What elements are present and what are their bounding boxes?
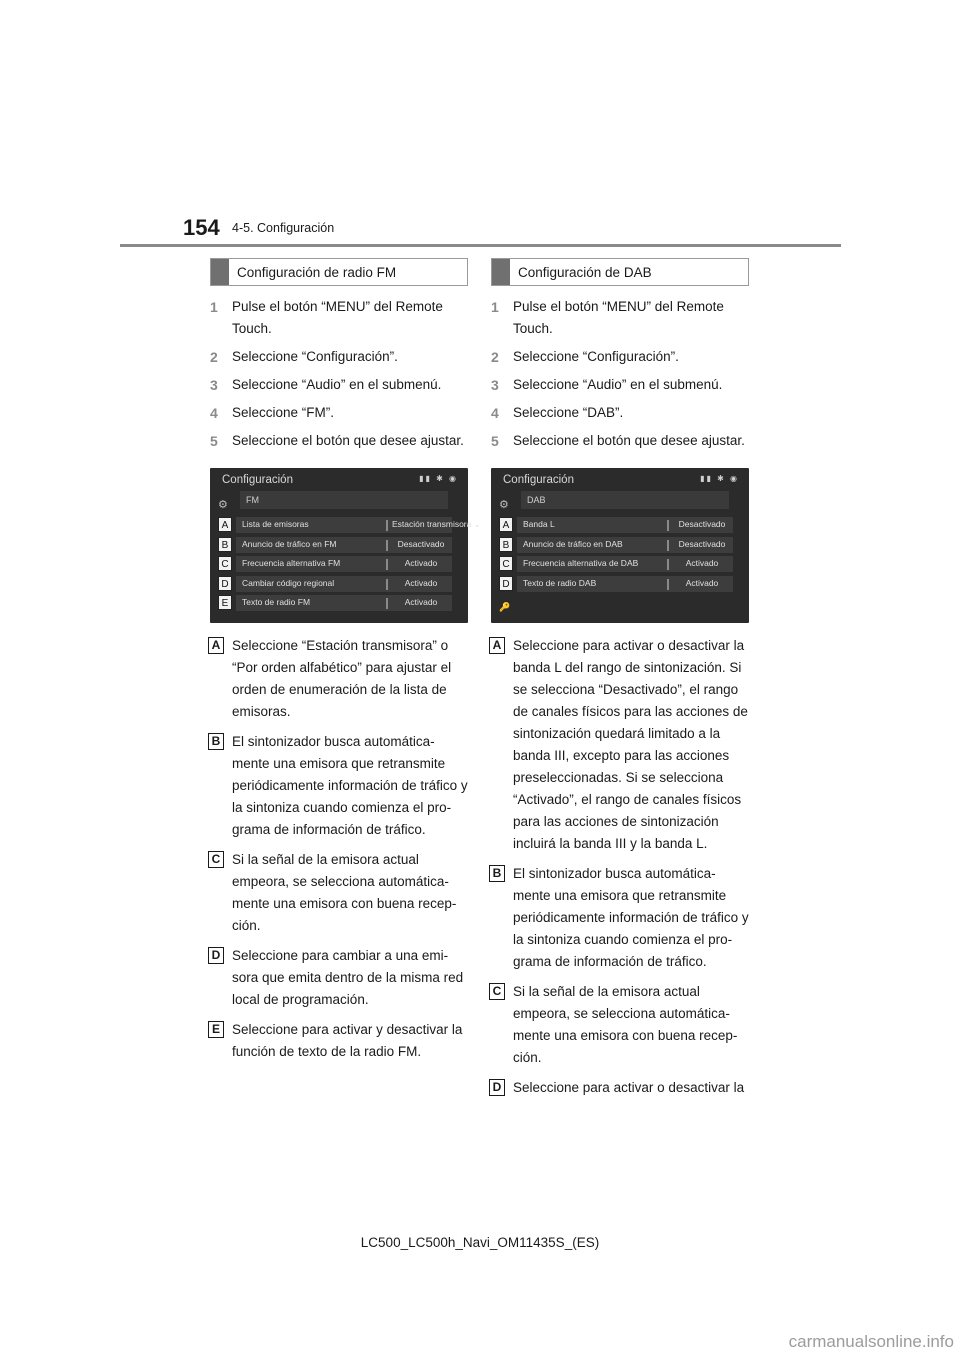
heading-bar <box>211 259 229 285</box>
section-title: 4-5. Configuración <box>232 221 335 235</box>
document-code: LC500_LC500h_Navi_OM11435S_(ES) <box>360 1235 600 1250</box>
fm-steps-list <box>210 296 468 452</box>
step-item <box>210 402 468 424</box>
step-number: 5 <box>210 433 218 449</box>
tag-label: E <box>218 595 232 610</box>
step-item <box>210 346 468 368</box>
badge-label: B <box>489 865 505 882</box>
tag-label: B <box>499 537 513 552</box>
tag-label: A <box>499 517 513 532</box>
setting-value: Desactivado <box>678 538 726 549</box>
description-item <box>491 863 749 973</box>
step-number: 3 <box>210 377 218 393</box>
setting-label: Anuncio de tráfico en DAB <box>523 538 623 549</box>
description-item <box>210 945 468 1011</box>
badge-label: C <box>489 983 505 1000</box>
step-text: Seleccione el botón que desee ajustar. <box>232 433 464 448</box>
description-text: Seleccione para cambiar a una emi-sora que emita dentro de la misma red local de programación. <box>232 948 464 1007</box>
step-number: 2 <box>210 349 218 365</box>
tag-label: A <box>218 517 232 532</box>
step-number: 5 <box>491 433 499 449</box>
step-text: Pulse el botón “MENU” del Remote Touch. <box>232 299 443 336</box>
gear-icon: ⚙ <box>499 499 509 511</box>
description-item <box>491 981 749 1069</box>
setting-value: Activado <box>404 577 438 588</box>
dab-settings-screenshot <box>491 468 749 623</box>
setting-value: Desactivado <box>678 519 726 529</box>
step-text: Seleccione el botón que desee ajustar. <box>513 433 745 448</box>
setting-row-b[interactable] <box>214 537 456 554</box>
badge-label: A <box>489 637 505 654</box>
tag-label: C <box>499 556 513 571</box>
step-text: Seleccione “Configuración”. <box>232 349 398 364</box>
setting-label: Frecuencia alternativa FM <box>242 558 341 568</box>
dab-section-title: Configuración de DAB <box>518 264 652 280</box>
screen-title: Configuración <box>222 474 293 486</box>
step-text: Seleccione “Audio” en el submenú. <box>513 377 723 392</box>
gear-icon: ⚙ <box>218 499 228 511</box>
fm-settings-screenshot <box>210 468 481 623</box>
screen-title: Configuración <box>503 474 574 486</box>
setting-label: Texto de radio DAB <box>523 577 597 588</box>
setting-label: Anuncio de tráfico en FM <box>242 538 337 549</box>
setting-value: Activado <box>685 558 719 568</box>
dab-steps-list <box>491 296 749 452</box>
tag-label: D <box>218 576 232 591</box>
badge-label: E <box>208 1021 224 1038</box>
page-number: 154 <box>183 215 220 240</box>
setting-label: Cambiar código regional <box>242 577 335 588</box>
dab-section-heading <box>491 258 749 286</box>
description-item <box>210 849 468 937</box>
status-icons: ▮▮ ✱ ◉ <box>700 474 739 483</box>
setting-value: Activado <box>404 558 438 568</box>
setting-row-b[interactable] <box>495 537 737 554</box>
description-text: El sintonizador busca automática-mente una emisora que retransmite periódicamente información de tráfico y la sintoniza cuando comienza el pro-grama de información de tráfico. <box>232 734 468 837</box>
step-item <box>210 430 468 452</box>
setting-row-d[interactable] <box>495 576 737 593</box>
setting-value: Activado <box>404 597 438 607</box>
step-number: 2 <box>491 349 499 365</box>
description-text: Seleccione para activar o desactivar la banda L del rango de sintonización. Si se selecciona “Desactivado”, el rango de canales físicos para las acciones de sintonización quedará limitado a la banda III, excepto para las acciones preseleccionadas. Si se selecciona “Activado”, el rango de canales físicos para las acciones de sintonización incluirá la banda III y la banda L. <box>513 638 748 851</box>
tag-label: D <box>499 576 513 591</box>
description-text: Seleccione para activar y desactivar la función de texto de la radio FM. <box>232 1022 463 1059</box>
dab-descriptions <box>491 635 749 1099</box>
step-number: 4 <box>210 405 218 421</box>
step-number: 4 <box>491 405 499 421</box>
setting-row-c[interactable] <box>495 556 737 573</box>
heading-bar <box>492 259 510 285</box>
description-text: Si la señal de la emisora actual empeora, se selecciona automática-mente una emisora con buena recep-ción. <box>513 984 738 1065</box>
step-number: 3 <box>491 377 499 393</box>
setting-label: Texto de radio FM <box>242 597 311 607</box>
setting-row-a[interactable] <box>214 517 481 534</box>
tag-label: C <box>218 556 232 571</box>
step-text: Seleccione “Configuración”. <box>513 349 679 364</box>
setting-row-c[interactable] <box>214 556 456 573</box>
description-item <box>491 1077 749 1099</box>
fm-settings-column <box>210 258 481 1071</box>
description-text: Si la señal de la emisora actual empeora, se selecciona automática-mente una emisora con buena recep-ción. <box>232 852 457 933</box>
status-icons: ▮▮ ✱ ◉ <box>419 474 458 483</box>
badge-label: A <box>208 637 224 654</box>
setting-value: Desactivado <box>397 538 445 549</box>
setting-row-e[interactable] <box>214 595 456 612</box>
screen-subtitle: DAB <box>521 491 729 509</box>
badge-label: B <box>208 733 224 750</box>
tag-label: B <box>218 537 232 552</box>
step-item <box>491 296 749 340</box>
description-item <box>491 635 749 855</box>
setting-row-d[interactable] <box>214 576 456 593</box>
fm-section-heading <box>210 258 468 286</box>
setting-row-a[interactable] <box>495 517 737 534</box>
description-text: Seleccione “Estación transmisora” o “Por orden alfabético” para ajustar el orden de enumeración de la lista de emisoras. <box>232 638 452 719</box>
description-item <box>210 635 468 723</box>
description-text: Seleccione para activar o desactivar la <box>513 1080 745 1095</box>
header-rule <box>120 244 841 247</box>
fm-descriptions <box>210 635 468 1063</box>
badge-label: D <box>208 947 224 964</box>
step-number: 1 <box>491 299 499 315</box>
step-text: Seleccione “DAB”. <box>513 405 624 420</box>
step-item <box>491 374 749 396</box>
description-item <box>210 731 468 841</box>
description-item <box>210 1019 468 1063</box>
step-text: Seleccione “FM”. <box>232 405 335 420</box>
badge-label: C <box>208 851 224 868</box>
setting-label: Frecuencia alternativa de DAB <box>523 558 639 568</box>
car-icon: 🔑 <box>499 602 511 612</box>
description-text: El sintonizador busca automática-mente una emisora que retransmite periódicamente información de tráfico y la sintoniza cuando comienza el pro-grama de información de tráfico. <box>513 866 749 969</box>
step-text: Seleccione “Audio” en el submenú. <box>232 377 442 392</box>
setting-value: Activado <box>685 577 719 588</box>
watermark: carmanualsonline.info <box>788 1332 954 1351</box>
step-item <box>210 296 468 340</box>
step-item <box>491 430 749 452</box>
fm-section-title: Configuración de radio FM <box>237 264 397 280</box>
step-number: 1 <box>210 299 218 315</box>
step-item <box>491 346 749 368</box>
setting-label: Lista de emisoras <box>242 519 309 529</box>
setting-label: Banda L <box>523 519 555 529</box>
step-item <box>210 374 468 396</box>
dab-settings-column <box>491 258 749 1107</box>
setting-value: Estación transmisora ⌄ <box>392 519 481 529</box>
step-item <box>491 402 749 424</box>
badge-label: D <box>489 1079 505 1096</box>
screen-subtitle: FM <box>240 491 448 509</box>
step-text: Pulse el botón “MENU” del Remote Touch. <box>513 299 724 336</box>
